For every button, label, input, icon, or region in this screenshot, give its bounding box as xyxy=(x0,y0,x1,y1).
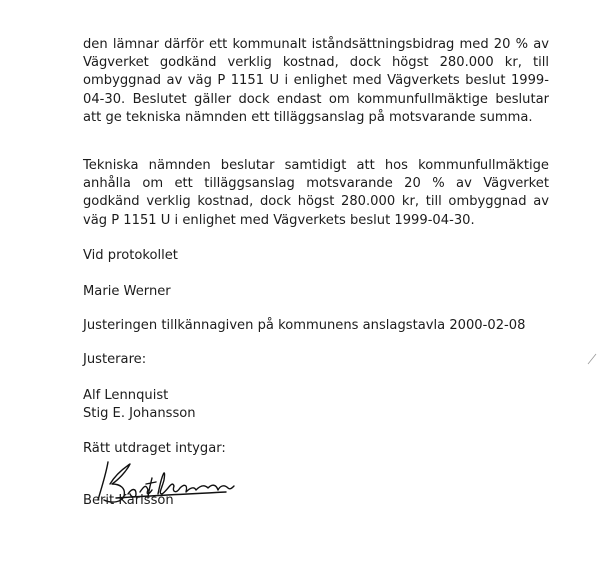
secretary-name: Marie Werner xyxy=(83,284,171,299)
signatory-name: Berit Karlsson xyxy=(83,493,174,508)
paragraph-decision: den lämnar därför ett kommunalt iståndsättningsbidrag med 20 % av Vägverket godkänd verklig kostnad, dock högst 280.000 kr, till ombyggnad av väg P 1151 U i enlighet med Vägverkets beslut 1999-04-30. Beslutet gäller dock endast om kommunfullmäktige beslutar att ge tekniska nämnden ett tilläggsanslag på motsvarande summa. xyxy=(83,37,549,125)
justerare-label: Justerare: xyxy=(83,352,147,367)
certification-label: Rätt utdraget intygar: xyxy=(83,441,226,456)
justerare-name: Stig E. Johansson xyxy=(83,406,196,421)
justering-notice: Justeringen tillkännagiven på kommunens anslagstavla 2000-02-08 xyxy=(83,318,526,333)
justerare-name: Alf Lennquist xyxy=(83,388,169,403)
vid-protokollet-label: Vid protokollet xyxy=(83,248,178,263)
margin-mark xyxy=(586,352,598,366)
paragraph-supplementary-grant: Tekniska nämnden beslutar samtidigt att hos kommunfullmäktige anhålla om ett tilläggsanslag motsvarande 20 % av Vägverket godkänd verklig kostnad, dock högst 280.000 kr, till ombyggnad av väg P 1151 U i enlighet med Vägverkets beslut 1999-04-30. xyxy=(83,158,549,228)
